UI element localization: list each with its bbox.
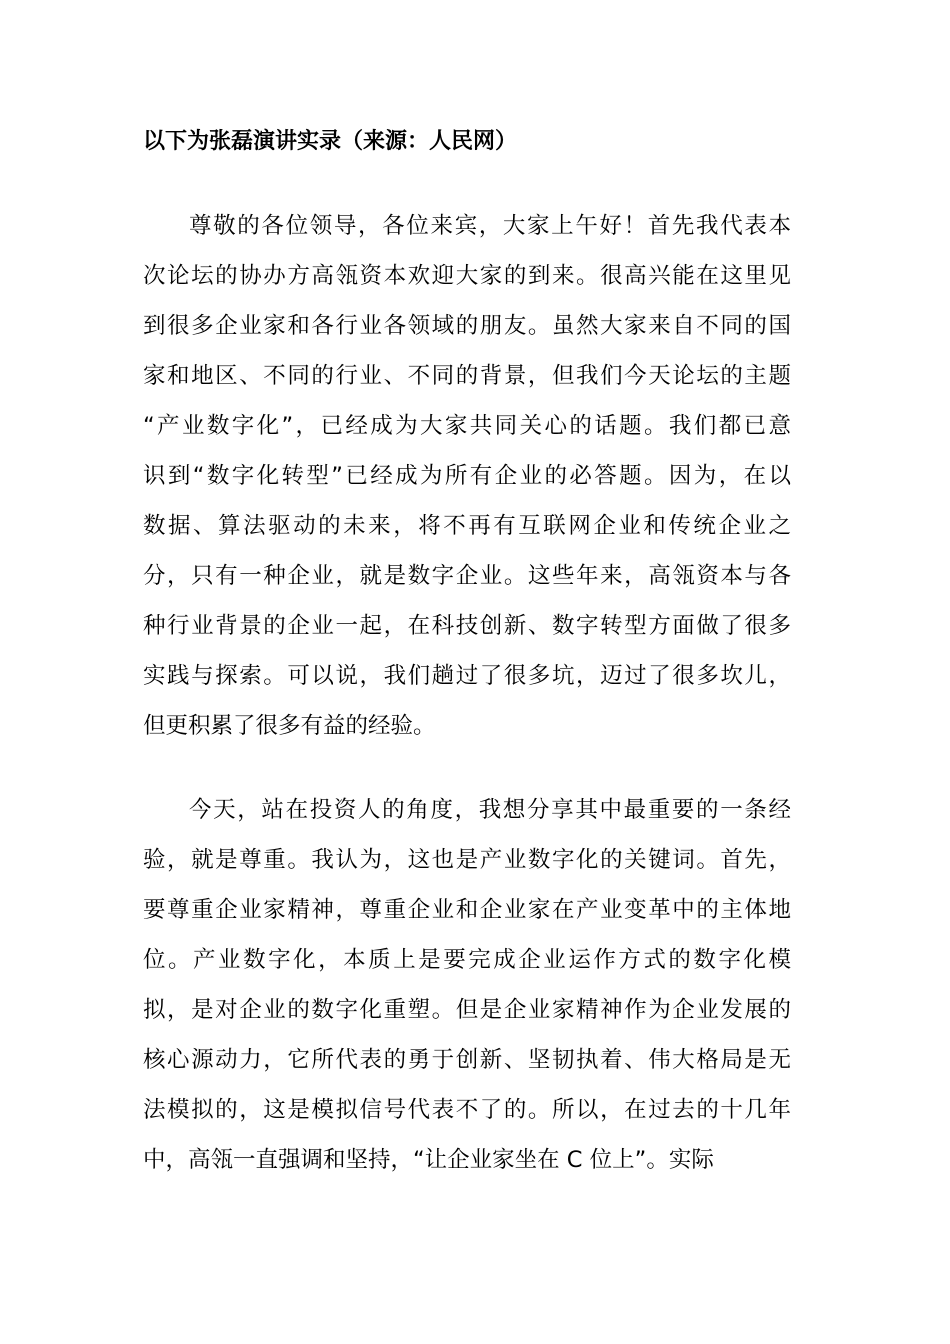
paragraph-1 (143, 201, 791, 751)
paragraph-line: 尊敬的各位领导，各位来宾，大家上午好！首先我代表本 (189, 213, 791, 239)
paragraph-line: 数据、算法驱动的未来，将不再有互联网企业和传统企业之 (143, 513, 791, 539)
paragraph-line: 要尊重企业家精神，尊重企业和企业家在产业变革中的主体地 (143, 897, 791, 923)
paragraph-line: “产业数字化”，已经成为大家共同关心的话题。我们都已意 (143, 413, 791, 439)
paragraph-line: 法模拟的，这是模拟信号代表不了的。所以，在过去的十几年 (143, 1097, 791, 1123)
paragraph-line: 识到“数字化转型”已经成为所有企业的必答题。因为，在以 (143, 463, 791, 489)
paragraph-line: 验，就是尊重。我认为，这也是产业数字化的关键词。首先， (143, 847, 791, 873)
paragraph-line: 位。产业数字化，本质上是要完成企业运作方式的数字化模 (143, 947, 791, 973)
paragraph-line: 次论坛的协办方高瓴资本欢迎大家的到来。很高兴能在这里见 (143, 263, 791, 289)
paragraph-line: 今天，站在投资人的角度，我想分享其中最重要的一条经 (189, 797, 791, 823)
paragraph-line: 实践与探索。可以说，我们趟过了很多坑，迈过了很多坎儿， (143, 663, 791, 689)
paragraph-line: 家和地区、不同的行业、不同的背景，但我们今天论坛的主题 (143, 363, 791, 389)
document-title: 以下为张磊演讲实录（来源：人民网） (143, 129, 518, 154)
paragraph-line: 中，高瓴一直强调和坚持，“让企业家坐在 C 位上”。实际 (143, 1147, 714, 1173)
paragraph-2 (143, 785, 791, 1185)
paragraph-line: 但更积累了很多有益的经验。 (143, 713, 436, 739)
paragraph-line: 到很多企业家和各行业各领域的朋友。虽然大家来自不同的国 (143, 313, 791, 339)
paragraph-line: 分，只有一种企业，就是数字企业。这些年来，高瓴资本与各 (143, 563, 791, 589)
paragraph-line: 种行业背景的企业一起，在科技创新、数字转型方面做了很多 (143, 613, 791, 639)
paragraph-line: 核心源动力，它所代表的勇于创新、坚韧执着、伟大格局是无 (143, 1047, 791, 1073)
paragraph-line: 拟，是对企业的数字化重塑。但是企业家精神作为企业发展的 (143, 997, 791, 1023)
